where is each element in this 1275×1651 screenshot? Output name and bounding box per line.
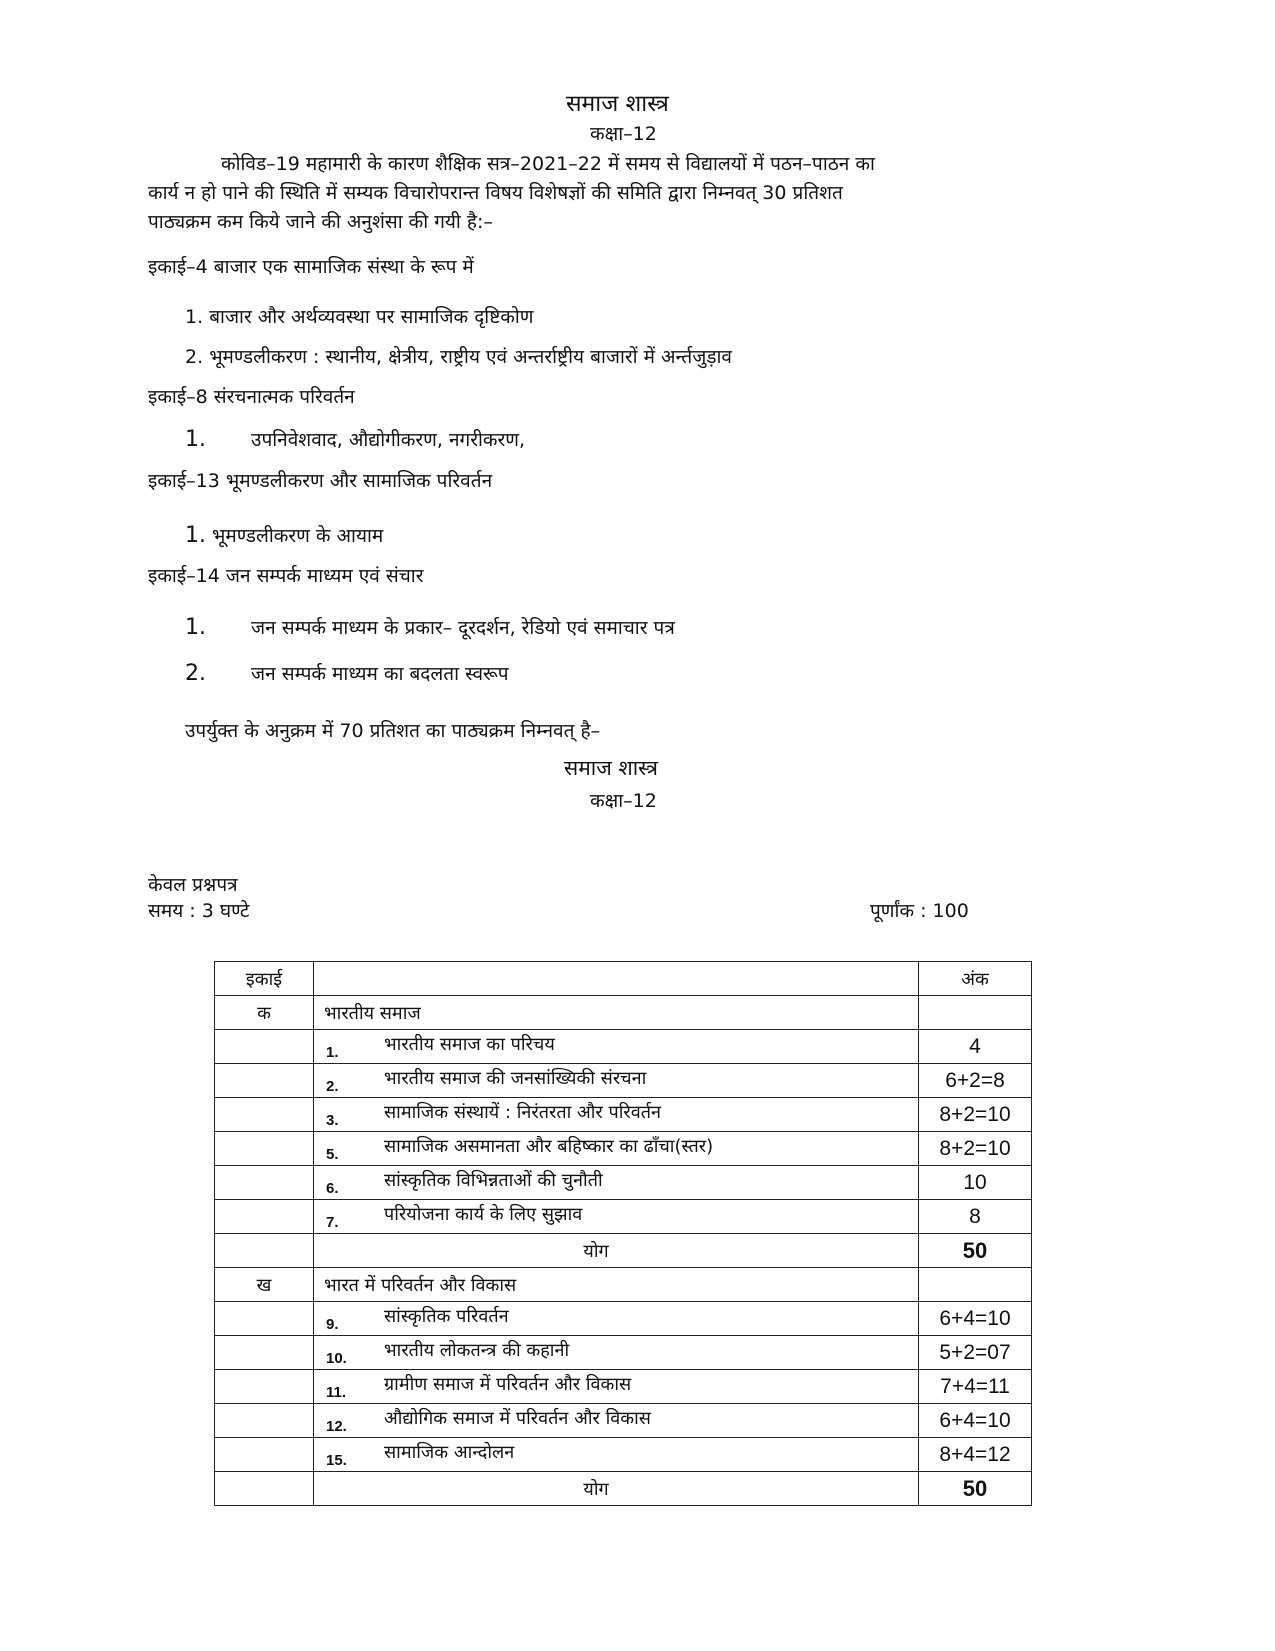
unit-4-item-2 <box>185 343 732 369</box>
section-row <box>215 1268 1032 1302</box>
syllabus-intro: उपर्युक्त के अनुक्रम में 70 प्रतिशत का पाठ्यक्रम निम्नवत् है– <box>185 720 601 742</box>
topic-number: 7. <box>326 1214 339 1231</box>
intro-line-1: कोविड–19 महामारी के कारण शैक्षिक सत्र–2021–22 में समय से विद्यालयों में पठन–पाठन का <box>221 153 875 175</box>
topic-number: 9. <box>326 1316 339 1333</box>
topic-number: 6. <box>326 1180 339 1197</box>
class-label: कक्षा–12 <box>590 123 657 145</box>
topic-marks: 7+4=11 <box>919 1370 1032 1404</box>
total-row <box>215 1234 1032 1268</box>
topic-text: सांस्कृतिक विभिन्नताओं की चुनौती <box>384 1170 603 1191</box>
section-marks-empty <box>919 996 1032 1030</box>
item-text: जन सम्पर्क माध्यम का बदलता स्वरूप <box>251 663 509 685</box>
topic-text: सामाजिक आन्दोलन <box>384 1442 515 1463</box>
table-row <box>215 1132 1032 1166</box>
unit-14-item-1 <box>185 614 675 640</box>
topic-number: 5. <box>326 1146 339 1163</box>
total-row <box>215 1472 1032 1506</box>
table-row <box>215 1064 1032 1098</box>
table-row <box>215 1098 1032 1132</box>
item-number: 1. <box>185 306 204 328</box>
header-marks: अंक <box>919 962 1032 996</box>
section-marks-empty <box>919 1268 1032 1302</box>
topic-text: परियोजना कार्य के लिए सुझाव <box>384 1204 583 1225</box>
unit-4-item-1 <box>185 303 534 329</box>
topic-number: 1. <box>326 1044 339 1061</box>
topic-text: सामाजिक संस्थायें : निरंतरता और परिवर्तन <box>384 1102 662 1123</box>
topic-marks: 8+2=10 <box>919 1098 1032 1132</box>
topic-marks: 8+4=12 <box>919 1438 1032 1472</box>
topic-text: औद्योगिक समाज में परिवर्तन और विकास <box>384 1408 651 1429</box>
item-number: 2. <box>185 346 204 368</box>
unit-8-heading: इकाई–8 संरचनात्मक परिवर्तन <box>148 386 355 408</box>
item-text: भूमण्डलीकरण के आयाम <box>212 525 384 547</box>
topic-marks: 4 <box>919 1030 1032 1064</box>
topic-number: 3. <box>326 1112 339 1129</box>
syllabus-class: कक्षा–12 <box>590 790 657 812</box>
table-row <box>215 1438 1032 1472</box>
section-title: भारत में परिवर्तन और विकास <box>324 1274 517 1296</box>
unit-13-heading: इकाई–13 भूमण्डलीकरण और सामाजिक परिवर्तन <box>148 470 493 492</box>
table-row <box>215 1030 1032 1064</box>
item-text: बाजार और अर्थव्यवस्था पर सामाजिक दृष्टिकोण <box>209 306 534 328</box>
header-topic <box>314 962 919 996</box>
intro-line-2: कार्य न हो पाने की स्थिति में सम्यक विचारोपरान्त विषय विशेषज्ञों की समिति द्वारा निम्नवत् 30 प्रतिशत <box>148 182 843 204</box>
syllabus-title: समाज शास्त्र <box>564 756 658 780</box>
unit-14-heading: इकाई–14 जन सम्पर्क माध्यम एवं संचार <box>148 565 424 587</box>
table-row <box>215 1166 1032 1200</box>
item-text: जन सम्पर्क माध्यम के प्रकार– दूरदर्शन, रेडियो एवं समाचार पत्र <box>251 617 675 639</box>
topic-marks: 6+4=10 <box>919 1404 1032 1438</box>
item-text: उपनिवेशवाद, औद्योगीकरण, नगरीकरण, <box>251 429 526 451</box>
table-row <box>215 1302 1032 1336</box>
topic-text: भारतीय लोकतन्त्र की कहानी <box>384 1340 570 1361</box>
paper-type: केवल प्रश्नपत्र <box>148 874 238 896</box>
total-label: योग <box>583 1240 609 1262</box>
total-marks: 50 <box>919 1472 1032 1506</box>
total-label: योग <box>583 1478 609 1500</box>
item-number: 1. <box>185 427 206 452</box>
item-number: 1. <box>185 615 206 640</box>
item-text: भूमण्डलीकरण : स्थानीय, क्षेत्रीय, राष्ट्रीय एवं अन्तर्राष्ट्रीय बाजारों में अर्न्तजुड़ाव <box>209 346 732 368</box>
topic-text: भारतीय समाज का परिचय <box>384 1034 555 1055</box>
topic-marks: 6+2=8 <box>919 1064 1032 1098</box>
topic-number: 10. <box>326 1350 347 1367</box>
header-unit: इकाई <box>215 962 314 996</box>
table-row <box>215 1370 1032 1404</box>
topic-number: 2. <box>326 1078 339 1095</box>
item-number: 2. <box>185 661 206 686</box>
topic-text: ग्रामीण समाज में परिवर्तन और विकास <box>384 1374 632 1395</box>
page-title: समाज शास्त्र <box>566 91 669 117</box>
unit-4-heading: इकाई–4 बाजार एक सामाजिक संस्था के रूप में <box>148 256 474 278</box>
table-header-row <box>215 962 1032 996</box>
section-row <box>215 996 1032 1030</box>
table-row <box>215 1404 1032 1438</box>
topic-marks: 5+2=07 <box>919 1336 1032 1370</box>
topic-number: 12. <box>326 1418 347 1435</box>
paper-time: समय : 3 घण्टे <box>148 900 250 922</box>
topic-text: भारतीय समाज की जनसांख्यिकी संरचना <box>384 1068 647 1089</box>
topic-number: 15. <box>326 1452 347 1469</box>
topic-marks: 6+4=10 <box>919 1302 1032 1336</box>
table-row <box>215 1200 1032 1234</box>
marks-table <box>214 961 1032 1506</box>
total-marks: 50 <box>919 1234 1032 1268</box>
table-row <box>215 1336 1032 1370</box>
unit-8-item-1 <box>185 426 525 452</box>
section-title: भारतीय समाज <box>324 1002 421 1024</box>
paper-max-marks: पूर्णांक : 100 <box>870 900 969 922</box>
topic-marks: 8+2=10 <box>919 1132 1032 1166</box>
unit-14-item-2 <box>185 660 509 686</box>
section-unit: ख <box>215 1268 314 1302</box>
item-number: 1. <box>185 523 206 548</box>
topic-number: 11. <box>326 1384 347 1401</box>
intro-line-3: पाठ्यक्रम कम किये जाने की अनुशंसा की गयी है:– <box>148 211 493 233</box>
topic-text: सांस्कृतिक परिवर्तन <box>384 1306 509 1327</box>
topic-marks: 8 <box>919 1200 1032 1234</box>
section-unit: क <box>215 996 314 1030</box>
topic-marks: 10 <box>919 1166 1032 1200</box>
topic-text: सामाजिक असमानता और बहिष्कार का ढाँचा(स्तर) <box>384 1136 714 1157</box>
unit-13-item-1 <box>185 522 383 548</box>
